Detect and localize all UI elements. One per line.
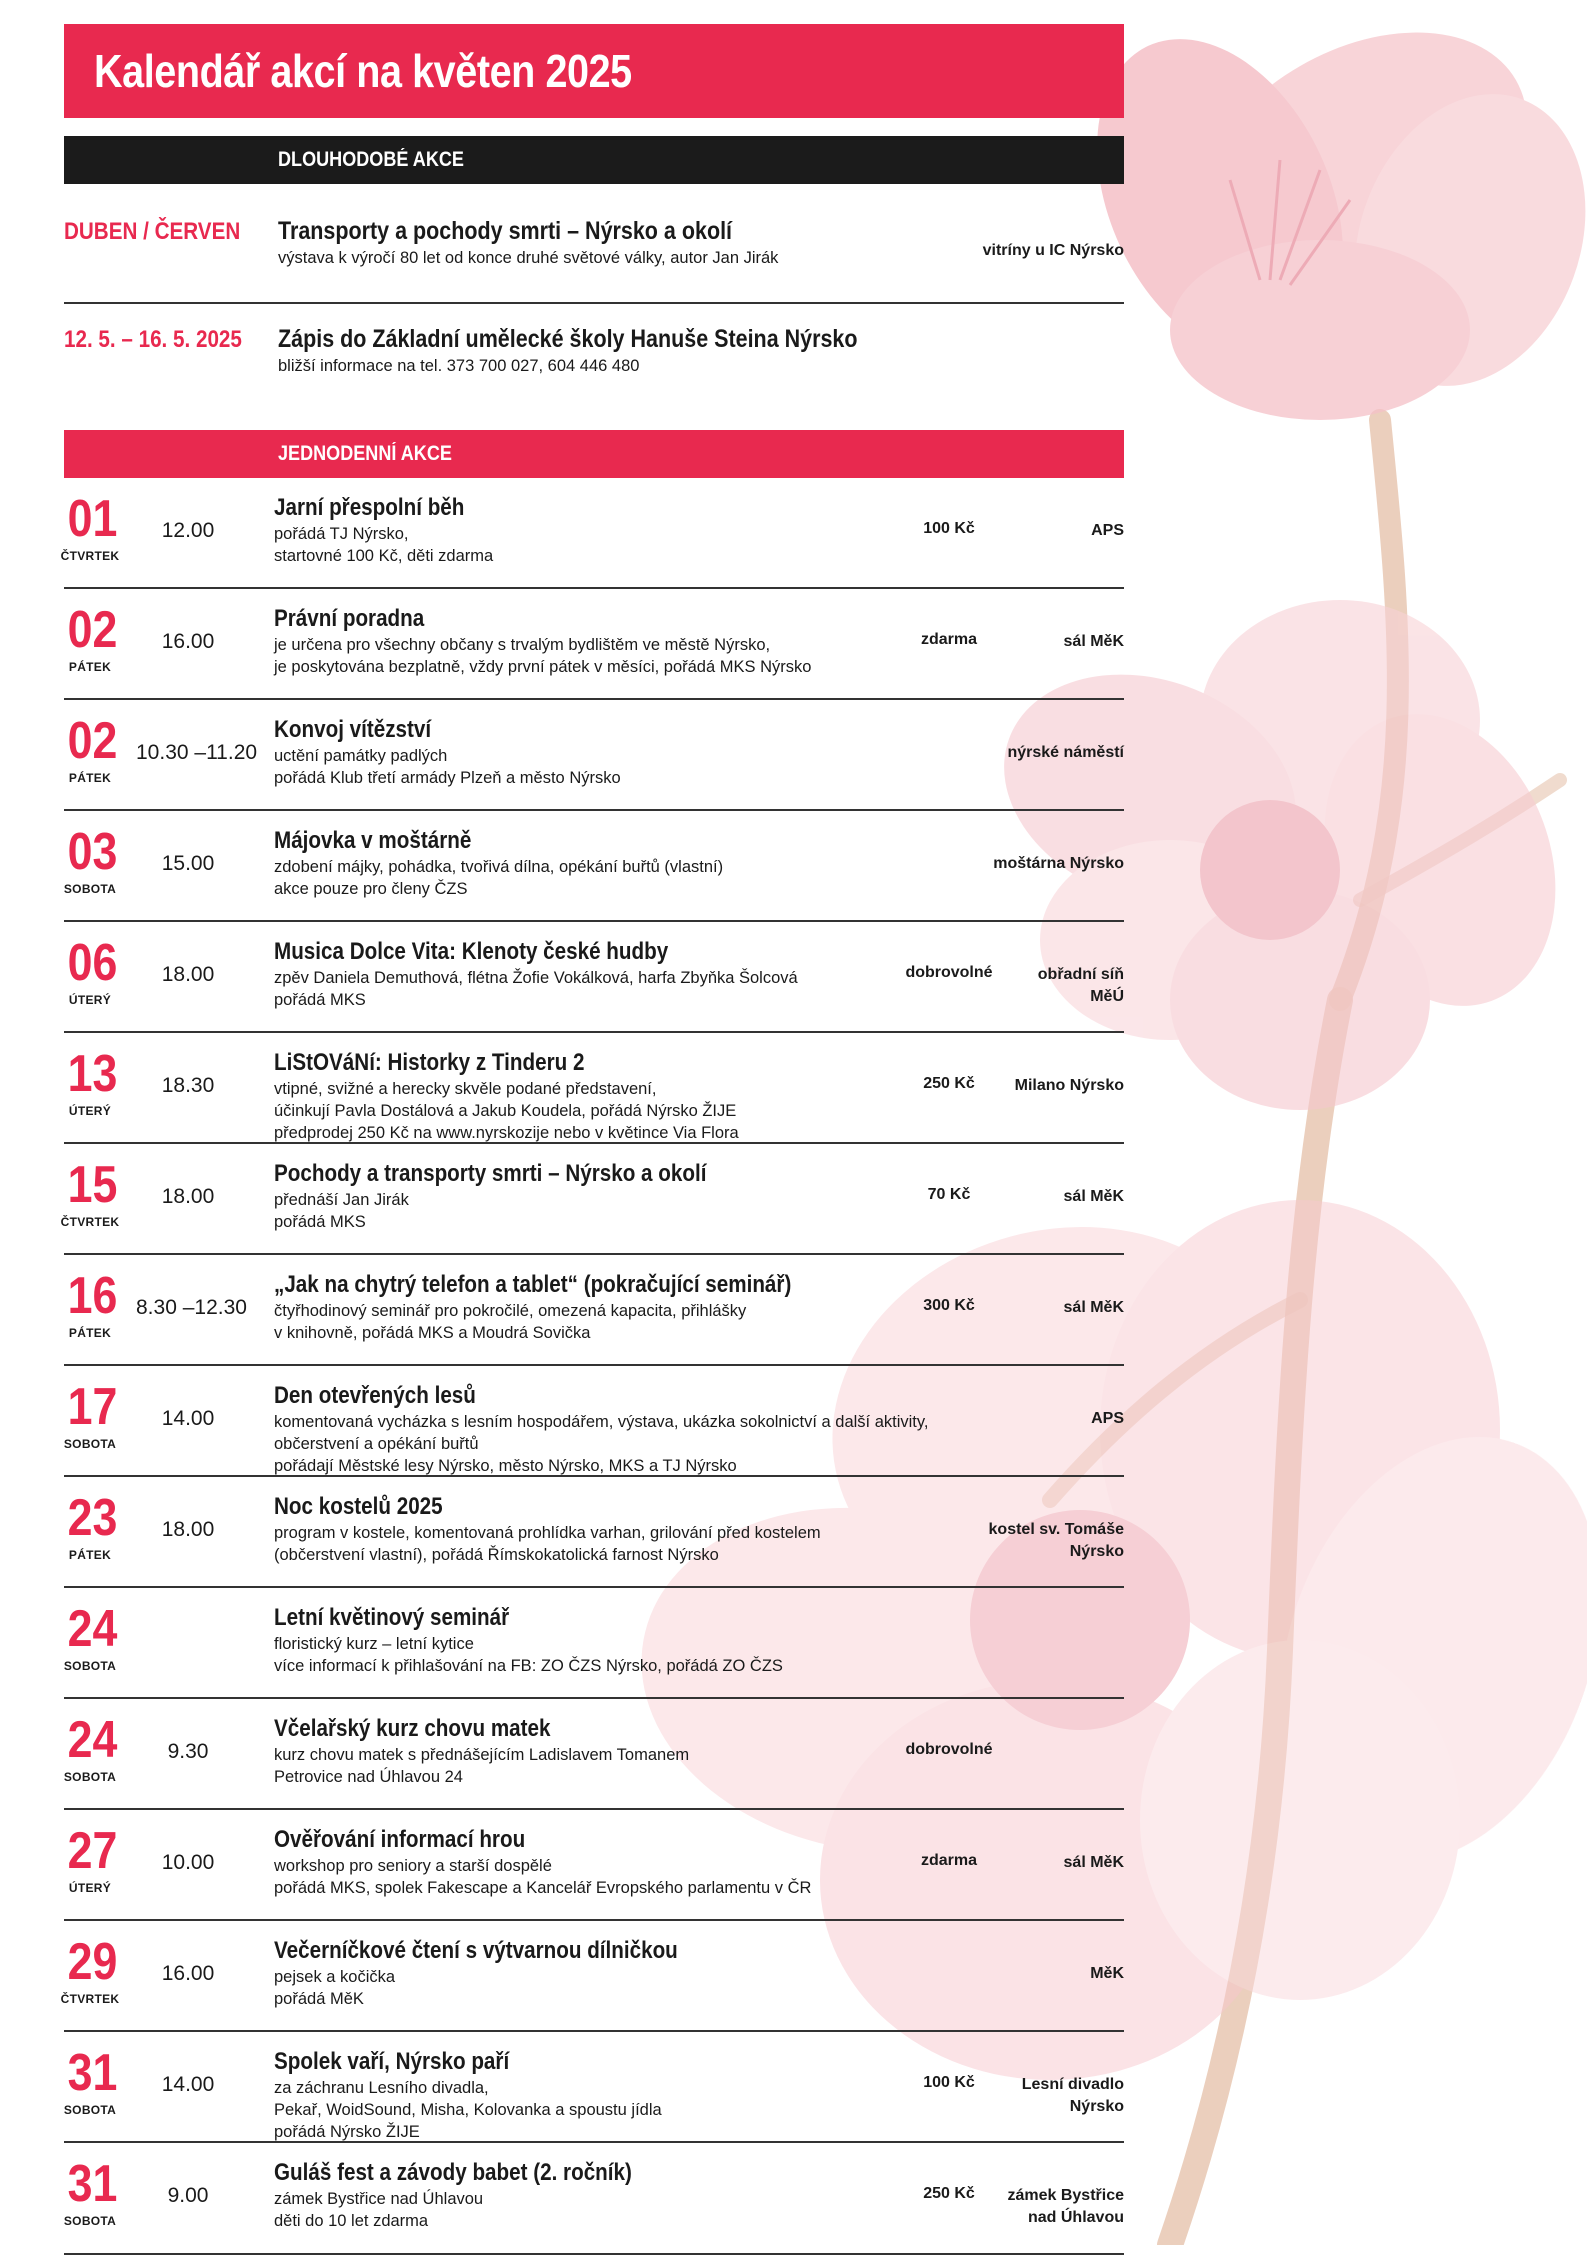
day-number: 24 [67, 1711, 118, 1769]
page-title: Kalendář akcí na květen 2025 [94, 45, 632, 97]
event-price: zdarma [920, 631, 978, 648]
event-place: vitríny u IC Nýrsko [982, 242, 1124, 259]
event-place: MěK [1090, 1965, 1124, 1982]
event-time: 14.00 [161, 2073, 215, 2096]
event-desc-line: čtyřhodinový seminář pro pokročilé, omezená kapacita, přihlášky [274, 1302, 747, 1320]
event-price: 250 Kč [923, 1075, 975, 1092]
event-place: sál MěK [1063, 1188, 1124, 1205]
event-time: 16.00 [161, 630, 215, 653]
event-desc-line: občerstvení a opékání buřtů [274, 1435, 479, 1453]
event-desc-line: startovné 100 Kč, děti zdarma [274, 547, 494, 565]
event-desc-line: za záchranu Lesního divadla, [274, 2079, 489, 2097]
event-price: 100 Kč [923, 520, 975, 537]
day-number: 16 [67, 1267, 118, 1325]
event-time: 10.30 –11.20 [136, 741, 258, 764]
event-place: zámek Bystřice nad Úhlavou [1007, 2187, 1124, 2226]
event-place: APS [1091, 1410, 1124, 1427]
title-banner [64, 24, 1124, 118]
event-desc-line: zdobení májky, pohádka, tvořivá dílna, opékání buřtů (vlastní) [274, 858, 724, 876]
event-row [60, 478, 1124, 589]
event-title: Guláš fest a závody babet (2. ročník) [274, 2159, 632, 2186]
event-desc-line: účinkují Pavla Dostálová a Jakub Koudela, pořádá Nýrsko ŽIJE [274, 1102, 737, 1120]
event-desc-line: přednáší Jan Jirák [274, 1191, 409, 1209]
event-title: Konvoj vítězství [274, 716, 432, 743]
event-body [274, 938, 798, 1010]
event-place: APS [1091, 522, 1124, 539]
event-body [274, 1826, 811, 1898]
event-desc-line: floristický kurz – letní kytice [274, 1635, 474, 1653]
event-title: Včelařský kurz chovu matek [274, 1715, 551, 1742]
event-desc-line: zámek Bystřice nad Úhlavou [274, 2190, 484, 2208]
event-desc-line: workshop pro seniory a starší dospělé [274, 1857, 552, 1875]
event-desc-line: vtipné, svižné a herecky skvěle podané představení, [274, 1080, 657, 1098]
event-title: Večerníčkové čtení s výtvarnou dílničkou [274, 1937, 678, 1964]
event-row [64, 1477, 1124, 1588]
event-row [64, 700, 1124, 811]
event-place: sál MěK [1063, 1854, 1124, 1871]
weekday-label: PÁTEK [68, 771, 112, 785]
event-time: 9.30 [167, 1740, 209, 1763]
weekday-label: PÁTEK [68, 1326, 112, 1340]
event-desc-line: uctění památky padlých [274, 747, 448, 765]
event-body [274, 1937, 744, 2009]
event-price: 250 Kč [923, 2185, 975, 2202]
weekday-label: ÚTERÝ [68, 1881, 112, 1895]
event-title: LiStOVáNí: Historky z Tinderu 2 [274, 1049, 585, 1076]
event-place: Milano Nýrsko [1014, 1077, 1124, 1094]
event-time: 15.00 [161, 852, 215, 875]
event-desc-line: je poskytována bezplatně, vždy první pátek v měsíci, pořádá MKS Nýrsko [274, 658, 812, 676]
event-row [64, 922, 1124, 1033]
event-title: „Jak na chytrý telefon a tablet“ (pokračující seminář) [274, 1271, 792, 1298]
event-desc: výstava k výročí 80 let od konce druhé světové války, autor Jan Jirák [278, 249, 779, 267]
long-event-row [64, 184, 1124, 304]
event-title: Noc kostelů 2025 [274, 1493, 443, 1520]
section-header-single-day [64, 430, 1124, 478]
event-row [64, 1699, 1124, 1810]
event-body [274, 1493, 821, 1565]
event-price: dobrovolné [905, 964, 993, 981]
event-desc-line: předprodej 250 Kč na www.nyrskozije nebo v květince Via Flora [274, 1124, 739, 1142]
day-number: 31 [67, 2044, 118, 2102]
event-title: Zápis do Základní umělecké školy Hanuše Steina Nýrsko [278, 325, 858, 353]
event-body [274, 1160, 777, 1232]
day-number: 03 [67, 823, 118, 881]
event-desc-line: pořádá Klub třetí armády Plzeň a město Nýrsko [274, 769, 621, 787]
day-number: 17 [67, 1378, 118, 1436]
event-place: sál MěK [1063, 1299, 1124, 1316]
event-row [64, 1366, 1124, 1477]
event-desc-line: akce pouze pro členy ČZS [274, 880, 468, 898]
day-number: 01 [67, 490, 118, 548]
event-price: dobrovolné [905, 1741, 993, 1758]
event-desc-line: pořádá TJ Nýrsko, [274, 525, 409, 543]
day-number: 02 [67, 712, 118, 770]
event-row [64, 2032, 1124, 2143]
event-desc-line: více informací k přihlašování na FB: ZO ČZS Nýrsko, pořádá ZO ČZS [274, 1657, 783, 1675]
event-place: kostel sv. Tomáše Nýrsko [988, 1521, 1124, 1560]
event-row [64, 811, 1124, 922]
event-row [64, 589, 1124, 700]
event-place: Lesní divadlo Nýrsko [1021, 2076, 1124, 2115]
weekday-label: PÁTEK [68, 660, 112, 674]
weekday-label: ČTVRTEK [60, 1215, 120, 1229]
event-body [274, 2159, 690, 2231]
event-body [274, 716, 621, 788]
day-number: 27 [67, 1822, 118, 1880]
event-desc-line: pořádá MKS [274, 991, 366, 1009]
event-title: Musica Dolce Vita: Klenoty české hudby [274, 938, 669, 965]
day-number: 29 [67, 1933, 118, 1991]
event-row [64, 2143, 1124, 2255]
weekday-label: ÚTERÝ [68, 993, 112, 1007]
weekday-label: ČTVRTEK [60, 549, 120, 563]
day-number: 24 [67, 1600, 118, 1658]
event-desc-line: komentovaná vycházka s lesním hospodářem, výstava, ukázka sokolnictví a další aktivity, [274, 1413, 929, 1431]
event-desc-line: pořádá MKS [274, 1213, 366, 1231]
event-body [274, 1604, 783, 1676]
weekday-label: SOBOTA [63, 1659, 117, 1673]
event-desc-line: (občerstvení vlastní), pořádá Římskokatolická farnost Nýrsko [274, 1546, 719, 1564]
event-time: 9.00 [167, 2184, 209, 2207]
event-row [64, 1033, 1124, 1144]
event-time: 14.00 [161, 1407, 215, 1430]
event-row [64, 1810, 1124, 1921]
day-number: 31 [67, 2155, 118, 2213]
long-event-row [64, 304, 1124, 400]
event-desc: bližší informace na tel. 373 700 027, 604 446 480 [278, 357, 640, 375]
event-time: 18.00 [161, 1518, 215, 1541]
event-price: 70 Kč [927, 1186, 971, 1203]
event-time: 18.30 [161, 1074, 215, 1097]
event-list [60, 478, 1124, 2255]
event-body [274, 1049, 739, 1143]
day-number: 13 [67, 1045, 118, 1103]
event-date: 12. 5. – 16. 5. 2025 [64, 326, 242, 353]
event-row [64, 1255, 1124, 1366]
event-body [274, 827, 723, 899]
event-body [274, 605, 811, 677]
event-time: 12.00 [161, 519, 215, 542]
event-body [274, 1382, 929, 1476]
event-title: Transporty a pochody smrti – Nýrsko a okolí [278, 217, 733, 245]
weekday-label: SOBOTA [63, 1437, 117, 1451]
event-body [278, 324, 952, 376]
weekday-label: ČTVRTEK [60, 1992, 120, 2006]
weekday-label: SOBOTA [63, 2103, 117, 2117]
event-body [274, 1715, 689, 1787]
weekday-label: SOBOTA [63, 1770, 117, 1784]
event-desc-line: pejsek a kočička [274, 1968, 396, 1986]
event-price: 100 Kč [923, 2074, 975, 2091]
event-title: Ověřování informací hrou [274, 1826, 526, 1853]
event-price: 300 Kč [923, 1297, 975, 1314]
weekday-label: PÁTEK [68, 1548, 112, 1562]
event-title: Letní květinový seminář [274, 1604, 510, 1631]
day-number: 15 [67, 1156, 118, 1214]
event-date: DUBEN / ČERVEN [64, 218, 241, 245]
event-desc-line: v knihovně, pořádá MKS a Moudrá Sovička [274, 1324, 591, 1342]
event-title: Pochody a transporty smrti – Nýrsko a okolí [274, 1160, 707, 1187]
event-desc-line: je určena pro všechny občany s trvalým bydlištěm ve městě Nýrsko, [274, 636, 771, 654]
day-number: 23 [67, 1489, 118, 1547]
event-title: Právní poradna [274, 605, 425, 632]
event-body [274, 2048, 662, 2142]
section-label: DLOUHODOBÉ AKCE [278, 148, 464, 171]
event-price: zdarma [920, 1852, 978, 1869]
event-desc-line: program v kostele, komentovaná prohlídka varhan, grilování před kostelem [274, 1524, 821, 1542]
event-desc-line: pořádá MKS, spolek Fakescape a Kancelář Evropského parlamentu v ČR [274, 1879, 812, 1897]
section-label: JEDNODENNÍ AKCE [278, 442, 452, 465]
weekday-label: SOBOTA [63, 2214, 117, 2228]
event-place: moštárna Nýrsko [993, 855, 1124, 872]
event-row [64, 1588, 1124, 1699]
event-title: Den otevřených lesů [274, 1382, 476, 1409]
event-time: 10.00 [161, 1851, 215, 1874]
event-title: Májovka v moštárně [274, 827, 472, 854]
event-place: obřadní síň MěÚ [1037, 966, 1124, 1005]
event-row [60, 1144, 1124, 1255]
day-number: 02 [67, 601, 118, 659]
event-row [60, 1921, 1124, 2032]
event-place: sál MěK [1063, 633, 1124, 650]
event-place: nýrské náměstí [1007, 744, 1124, 761]
event-desc-line: pořádá Nýrsko ŽIJE [274, 2123, 420, 2141]
day-number: 06 [67, 934, 118, 992]
event-time: 16.00 [161, 1962, 215, 1985]
event-body [274, 494, 495, 566]
event-desc-line: Pekař, WoidSound, Misha, Kolovanka a spoustu jídla [274, 2101, 662, 2119]
calendar-page [60, 24, 1124, 2255]
section-header-long-term [64, 136, 1124, 184]
event-title: Spolek vaří, Nýrsko paří [274, 2048, 510, 2075]
event-desc-line: zpěv Daniela Demuthová, flétna Žofie Vokálková, harfa Zbyňka Šolcová [274, 969, 798, 987]
event-body [274, 1271, 876, 1343]
weekday-label: ÚTERÝ [68, 1104, 112, 1118]
event-time: 18.00 [161, 963, 215, 986]
event-time: 8.30 –12.30 [136, 1296, 247, 1319]
event-desc-line: kurz chovu matek s přednášejícím Ladislavem Tomanem [274, 1746, 690, 1764]
event-title: Jarní přespolní běh [274, 494, 465, 521]
event-desc-line: děti do 10 let zdarma [274, 2212, 429, 2230]
weekday-label: SOBOTA [63, 882, 117, 896]
event-body [278, 216, 806, 268]
event-desc-line: pořádá MěK [274, 1990, 364, 2008]
event-time: 18.00 [161, 1185, 215, 1208]
event-desc-line: Petrovice nad Úhlavou 24 [274, 1768, 463, 1786]
event-desc-line: pořádají Městské lesy Nýrsko, město Nýrsko, MKS a TJ Nýrsko [274, 1457, 737, 1475]
